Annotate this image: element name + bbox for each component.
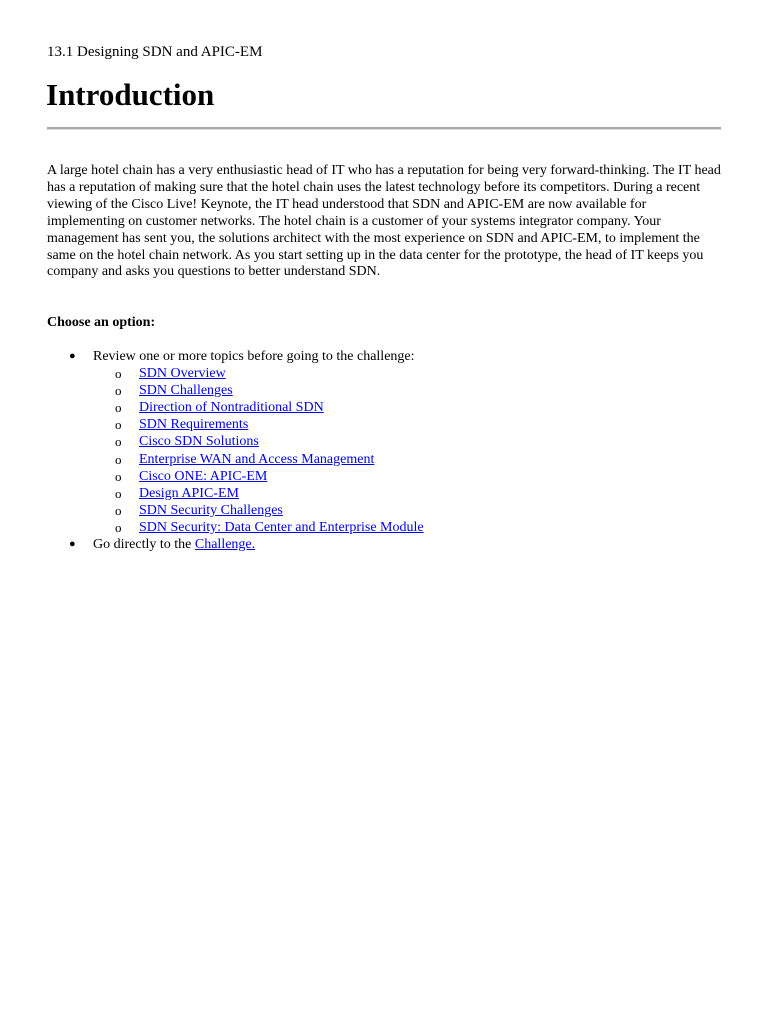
topic-link-enterprise-wan[interactable]: Enterprise WAN and Access Management: [139, 451, 375, 467]
direct-option: [47, 536, 424, 553]
direct-option-text: Go directly to the: [93, 537, 195, 553]
breadcrumb: 13.1 Designing SDN and APIC-EM: [47, 44, 263, 60]
choose-option-label: Choose an option:: [47, 315, 156, 330]
bullet-icon: ●: [69, 350, 76, 362]
review-option-text: Review one or more topics before going to the challenge:: [93, 349, 415, 364]
topic-link-sdn-security-dc[interactable]: SDN Security: Data Center and Enterprise Module: [139, 519, 424, 535]
topic-link-sdn-challenges[interactable]: SDN Challenges: [139, 383, 233, 399]
title-divider: [47, 127, 721, 130]
options-list: [47, 348, 424, 553]
circle-bullet-icon: o: [115, 468, 122, 484]
page-title: Introduction: [46, 77, 215, 112]
challenge-link[interactable]: Challenge.: [194, 537, 256, 553]
topic-item: [93, 365, 424, 382]
topic-link-cisco-one-apic-em[interactable]: Cisco ONE: APIC-EM: [139, 468, 268, 484]
topic-item: [93, 399, 424, 416]
topic-link-sdn-requirements[interactable]: SDN Requirements: [139, 417, 249, 433]
topic-item: [93, 519, 424, 536]
circle-bullet-icon: o: [115, 400, 122, 416]
review-option: [47, 348, 424, 536]
topic-item: [93, 502, 424, 519]
topic-link-design-apic-em[interactable]: Design APIC-EM: [139, 485, 239, 501]
circle-bullet-icon: o: [115, 519, 122, 535]
circle-bullet-icon: o: [115, 502, 122, 518]
circle-bullet-icon: o: [115, 366, 122, 382]
topic-item: [93, 451, 424, 468]
topic-item: [93, 433, 424, 450]
circle-bullet-icon: o: [115, 485, 122, 501]
topics-list: [93, 365, 424, 536]
circle-bullet-icon: o: [115, 451, 122, 467]
circle-bullet-icon: o: [115, 383, 122, 399]
topic-item: [93, 416, 424, 433]
topic-item: [93, 485, 424, 502]
topic-link-nontraditional-sdn[interactable]: Direction of Nontraditional SDN: [139, 400, 324, 416]
bullet-icon: ●: [69, 538, 76, 551]
topic-link-cisco-sdn-solutions[interactable]: Cisco SDN Solutions: [139, 434, 259, 450]
topic-link-sdn-overview[interactable]: SDN Overview: [139, 366, 226, 382]
topic-item: [93, 382, 424, 399]
circle-bullet-icon: o: [115, 417, 122, 433]
topic-item: [93, 468, 424, 485]
intro-paragraph: A large hotel chain has a very enthusiastic head of IT who has a reputation for being very forward-thinking. The IT head has a reputation of making sure that the hotel chain uses the latest technology before its competitors. During a recent viewing of the Cisco Live! Keynote, the IT head understood that SDN and APIC-EM are now available for implementing on customer networks. The hotel chain is a customer of your systems integrator company. Your management has sent you, the solutions architect with the most experience on SDN and APIC-EM, to implement the same on the hotel chain network. As you start setting up in the data center for the prototype, the head of IT keeps you company and asks you questions to better understand SDN.: [47, 163, 721, 280]
topic-link-sdn-security-challenges[interactable]: SDN Security Challenges: [139, 502, 283, 518]
circle-bullet-icon: o: [115, 434, 122, 450]
